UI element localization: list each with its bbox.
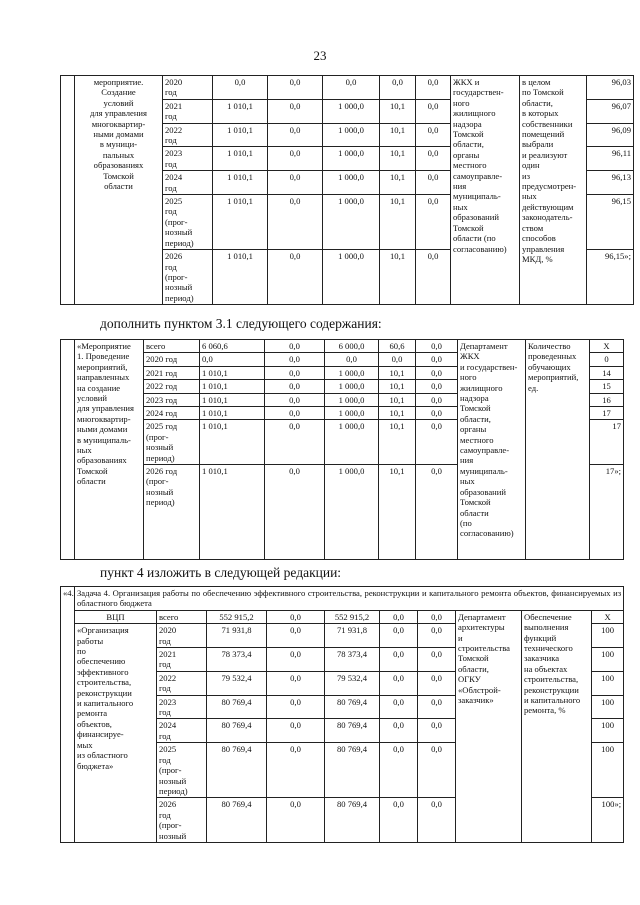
regional-cell: 1 000,0: [325, 366, 379, 379]
total-cell: 1 010,1: [213, 99, 268, 123]
other-cell: 0,0: [418, 798, 456, 843]
total-cell: 1 010,1: [200, 366, 265, 379]
year-cell: 2024 год: [157, 719, 207, 743]
federal-cell: 0,0: [265, 353, 325, 366]
year-cell: 2020 год: [157, 624, 207, 648]
total-cell: 80 769,4: [207, 695, 267, 719]
year-cell: всего: [157, 610, 207, 623]
indicator-value-cell: 96,13: [587, 171, 634, 195]
total-cell: 80 769,4: [207, 743, 267, 798]
total-cell: 552 915,2: [207, 610, 267, 623]
measure-name-cell: «Мероприятие 1. Проведение мероприятий, направленных на создание условий для управления многоквартир- ными домами в муниципаль- ных образованиях Томской области: [75, 340, 144, 560]
local-cell: 0,0: [380, 743, 418, 798]
table-row: [61, 340, 624, 353]
federal-cell: 0,0: [265, 407, 325, 420]
indicator-value-cell: 100»;: [592, 798, 624, 843]
local-cell: 10,1: [380, 147, 416, 171]
other-cell: 0,0: [418, 648, 456, 672]
local-cell: 0,0: [380, 695, 418, 719]
local-cell: 60,6: [379, 340, 416, 353]
federal-cell: 0,0: [267, 624, 325, 648]
regional-cell: 1 000,0: [325, 380, 379, 393]
other-cell: 0,0: [416, 171, 451, 195]
federal-cell: 0,0: [267, 743, 325, 798]
measure-name-cell: «Организация работы по обеспечению эффективного строительства, реконструкции и капитального ремонта объектов, финансируе- мых из областного бюджета»: [75, 624, 157, 843]
local-cell: 0,0: [380, 648, 418, 672]
measure-3-1-table: [60, 339, 624, 560]
other-cell: 0,0: [418, 671, 456, 695]
local-cell: 10,1: [379, 407, 416, 420]
total-cell: 1 010,1: [200, 407, 265, 420]
indicator-value-cell: 100: [592, 648, 624, 672]
indicator-value-cell: 100: [592, 624, 624, 648]
other-cell: 0,0: [418, 624, 456, 648]
total-cell: 80 769,4: [207, 798, 267, 843]
indicator-value-cell: 96,07: [587, 99, 634, 123]
total-cell: 1 010,1: [213, 147, 268, 171]
regional-cell: 1 000,0: [323, 195, 380, 250]
other-cell: 0,0: [416, 76, 451, 100]
other-cell: 0,0: [418, 695, 456, 719]
other-cell: 0,0: [416, 393, 458, 406]
other-cell: 0,0: [418, 719, 456, 743]
vcp-label-cell: ВЦП: [75, 610, 157, 623]
regional-cell: 0,0: [325, 353, 379, 366]
indicator-value-cell: 96,11: [587, 147, 634, 171]
amendment-text-3-1: дополнить пунктом 3.1 следующего содержания:: [100, 316, 382, 331]
indicator-value-cell: 96,15»;: [587, 250, 634, 305]
year-cell: 2021 год: [144, 366, 200, 379]
regional-cell: 0,0: [323, 76, 380, 100]
row-number-cell: «4.: [61, 587, 75, 843]
total-cell: 71 931,8: [207, 624, 267, 648]
task-4-table: [60, 586, 624, 843]
regional-cell: 1 000,0: [323, 171, 380, 195]
federal-cell: 0,0: [265, 380, 325, 393]
row-number-cell: [61, 76, 75, 305]
other-cell: 0,0: [416, 366, 458, 379]
year-cell: 2020 год: [144, 353, 200, 366]
total-cell: 1 010,1: [213, 123, 268, 147]
year-cell: 2021 год: [157, 648, 207, 672]
year-cell: 2025 год (прог- нозный период): [157, 743, 207, 798]
local-cell: 10,1: [380, 250, 416, 305]
other-cell: 0,0: [416, 380, 458, 393]
other-cell: 0,0: [416, 353, 458, 366]
executor-cell: Департамент архитектуры и строительства Томской области, ОГКУ «Облстрой- заказчик»: [456, 610, 522, 842]
indicator-value-cell: 100: [592, 671, 624, 695]
other-cell: 0,0: [416, 99, 451, 123]
total-cell: 1 010,1: [200, 380, 265, 393]
total-cell: 80 769,4: [207, 719, 267, 743]
indicator-value-cell: 100: [592, 719, 624, 743]
indicator-value-cell: 96,15: [587, 195, 634, 250]
regional-cell: 71 931,8: [325, 624, 380, 648]
regional-cell: 1 000,0: [325, 420, 379, 465]
regional-cell: 552 915,2: [325, 610, 380, 623]
other-cell: 0,0: [416, 123, 451, 147]
year-cell: 2022 год: [144, 380, 200, 393]
program-table-continuation: [60, 75, 634, 305]
federal-cell: 0,0: [265, 340, 325, 353]
year-cell: всего: [144, 340, 200, 353]
regional-cell: 1 000,0: [323, 250, 380, 305]
year-cell: 2023 год: [163, 147, 213, 171]
total-cell: 6 060,6: [200, 340, 265, 353]
federal-cell: 0,0: [265, 420, 325, 465]
indicator-value-cell: 96,03: [587, 76, 634, 100]
table-row: [61, 76, 634, 100]
indicator-value-cell: 17: [590, 407, 624, 420]
indicator-value-cell: 100: [592, 743, 624, 798]
federal-cell: 0,0: [267, 671, 325, 695]
total-cell: 0,0: [200, 353, 265, 366]
amendment-text-4: пункт 4 изложить в следующей редакции:: [100, 565, 342, 580]
local-cell: 0,0: [380, 610, 418, 623]
other-cell: 0,0: [416, 407, 458, 420]
total-cell: 1 010,1: [213, 250, 268, 305]
local-cell: 10,1: [380, 195, 416, 250]
year-cell: 2026 год (прог- нозный период): [163, 250, 213, 305]
federal-cell: 0,0: [267, 798, 325, 843]
year-cell: 2020 год: [163, 76, 213, 100]
year-cell: 2024 год: [163, 171, 213, 195]
indicator-value-cell: 16: [590, 393, 624, 406]
federal-cell: 0,0: [268, 99, 323, 123]
year-cell: 2024 год: [144, 407, 200, 420]
executor-cell: Департамент ЖКХ и государствен- ного жилищного надзора Томской области, органы местного самоуправле- ния муниципаль- ных образований Томской области (по согласованию): [458, 340, 526, 560]
year-cell: 2026 год (прог- нозный: [157, 798, 207, 843]
regional-cell: 80 769,4: [325, 743, 380, 798]
regional-cell: 1 000,0: [325, 407, 379, 420]
total-cell: 1 010,1: [200, 420, 265, 465]
federal-cell: 0,0: [265, 465, 325, 560]
local-cell: 10,1: [380, 123, 416, 147]
other-cell: 0,0: [416, 465, 458, 560]
table-row: [61, 610, 624, 623]
executor-cell: ЖКХ и государствен- ного жилищного надзора Томской области, органы местного самоуправле- ния муниципаль- ных образований Томской области (по согласованию): [451, 76, 520, 305]
indicator-value-cell: 15: [590, 380, 624, 393]
indicator-value-cell: 17: [590, 420, 624, 465]
indicator-value-cell: Х: [592, 610, 624, 623]
federal-cell: 0,0: [268, 123, 323, 147]
page-number: 23: [313, 48, 327, 63]
other-cell: 0,0: [418, 610, 456, 623]
indicator-value-cell: 0: [590, 353, 624, 366]
total-cell: 1 010,1: [200, 465, 265, 560]
year-cell: 2026 год (прог- нозный период): [144, 465, 200, 560]
indicator-cell: Обеспечение выполнения функций технического заказчика на объектах строительства, реконструкции и капитального ремонта, %: [522, 610, 592, 842]
regional-cell: 1 000,0: [325, 393, 379, 406]
local-cell: 10,1: [380, 99, 416, 123]
other-cell: 0,0: [416, 340, 458, 353]
total-cell: 1 010,1: [213, 171, 268, 195]
local-cell: 10,1: [379, 393, 416, 406]
regional-cell: 1 000,0: [323, 99, 380, 123]
other-cell: 0,0: [416, 147, 451, 171]
regional-cell: 79 532,4: [325, 671, 380, 695]
task-title-cell: Задача 4. Организация работы по обеспечению эффективного строительства, реконструкции и капитального ремонта объектов, финансируемых из областного бюджета: [75, 587, 624, 611]
indicator-cell: Количество проведенных обучающих мероприятий, ед.: [526, 340, 590, 560]
year-cell: 2023 год: [144, 393, 200, 406]
year-cell: 2023 год: [157, 695, 207, 719]
other-cell: 0,0: [416, 250, 451, 305]
local-cell: 0,0: [380, 798, 418, 843]
regional-cell: 80 769,4: [325, 695, 380, 719]
year-cell: 2021 год: [163, 99, 213, 123]
indicator-cell: в целом по Томской области, в которых собственники помещений выбрали и реализуют один из предусмотрен- ных действующим законодатель- ством способов управления МКД, %: [520, 76, 587, 305]
federal-cell: 0,0: [267, 648, 325, 672]
indicator-value-cell: 96,09: [587, 123, 634, 147]
local-cell: 0,0: [380, 719, 418, 743]
local-cell: 10,1: [379, 465, 416, 560]
federal-cell: 0,0: [265, 393, 325, 406]
federal-cell: 0,0: [268, 250, 323, 305]
other-cell: 0,0: [416, 195, 451, 250]
regional-cell: 6 000,0: [325, 340, 379, 353]
indicator-value-cell: 100: [592, 695, 624, 719]
federal-cell: 0,0: [267, 610, 325, 623]
total-cell: 1 010,1: [200, 393, 265, 406]
regional-cell: 80 769,4: [325, 719, 380, 743]
federal-cell: 0,0: [267, 695, 325, 719]
total-cell: 0,0: [213, 76, 268, 100]
regional-cell: 80 769,4: [325, 798, 380, 843]
indicator-value-cell: 14: [590, 366, 624, 379]
federal-cell: 0,0: [268, 147, 323, 171]
federal-cell: 0,0: [267, 719, 325, 743]
regional-cell: 1 000,0: [323, 147, 380, 171]
task-header-row: [61, 587, 624, 611]
local-cell: 0,0: [380, 76, 416, 100]
other-cell: 0,0: [416, 420, 458, 465]
year-cell: 2025 год (прог- нозный период): [144, 420, 200, 465]
year-cell: 2022 год: [163, 123, 213, 147]
indicator-value-cell: 17»;: [590, 465, 624, 560]
local-cell: 10,1: [379, 366, 416, 379]
total-cell: 79 532,4: [207, 671, 267, 695]
local-cell: 0,0: [379, 353, 416, 366]
indicator-value-cell: Х: [590, 340, 624, 353]
local-cell: 10,1: [379, 380, 416, 393]
local-cell: 0,0: [380, 671, 418, 695]
measure-name-cell: мероприятие. Создание условий для управления многоквартир- ными домами в муници- пальных образованиях Томской области: [75, 76, 163, 305]
federal-cell: 0,0: [268, 171, 323, 195]
local-cell: 10,1: [380, 171, 416, 195]
row-number-cell: [61, 340, 75, 560]
other-cell: 0,0: [418, 743, 456, 798]
local-cell: 0,0: [380, 624, 418, 648]
regional-cell: 78 373,4: [325, 648, 380, 672]
year-cell: 2025 год (прог- нозный период): [163, 195, 213, 250]
federal-cell: 0,0: [268, 76, 323, 100]
regional-cell: 1 000,0: [323, 123, 380, 147]
local-cell: 10,1: [379, 420, 416, 465]
federal-cell: 0,0: [268, 195, 323, 250]
total-cell: 1 010,1: [213, 195, 268, 250]
total-cell: 78 373,4: [207, 648, 267, 672]
regional-cell: 1 000,0: [325, 465, 379, 560]
federal-cell: 0,0: [265, 366, 325, 379]
year-cell: 2022 год: [157, 671, 207, 695]
